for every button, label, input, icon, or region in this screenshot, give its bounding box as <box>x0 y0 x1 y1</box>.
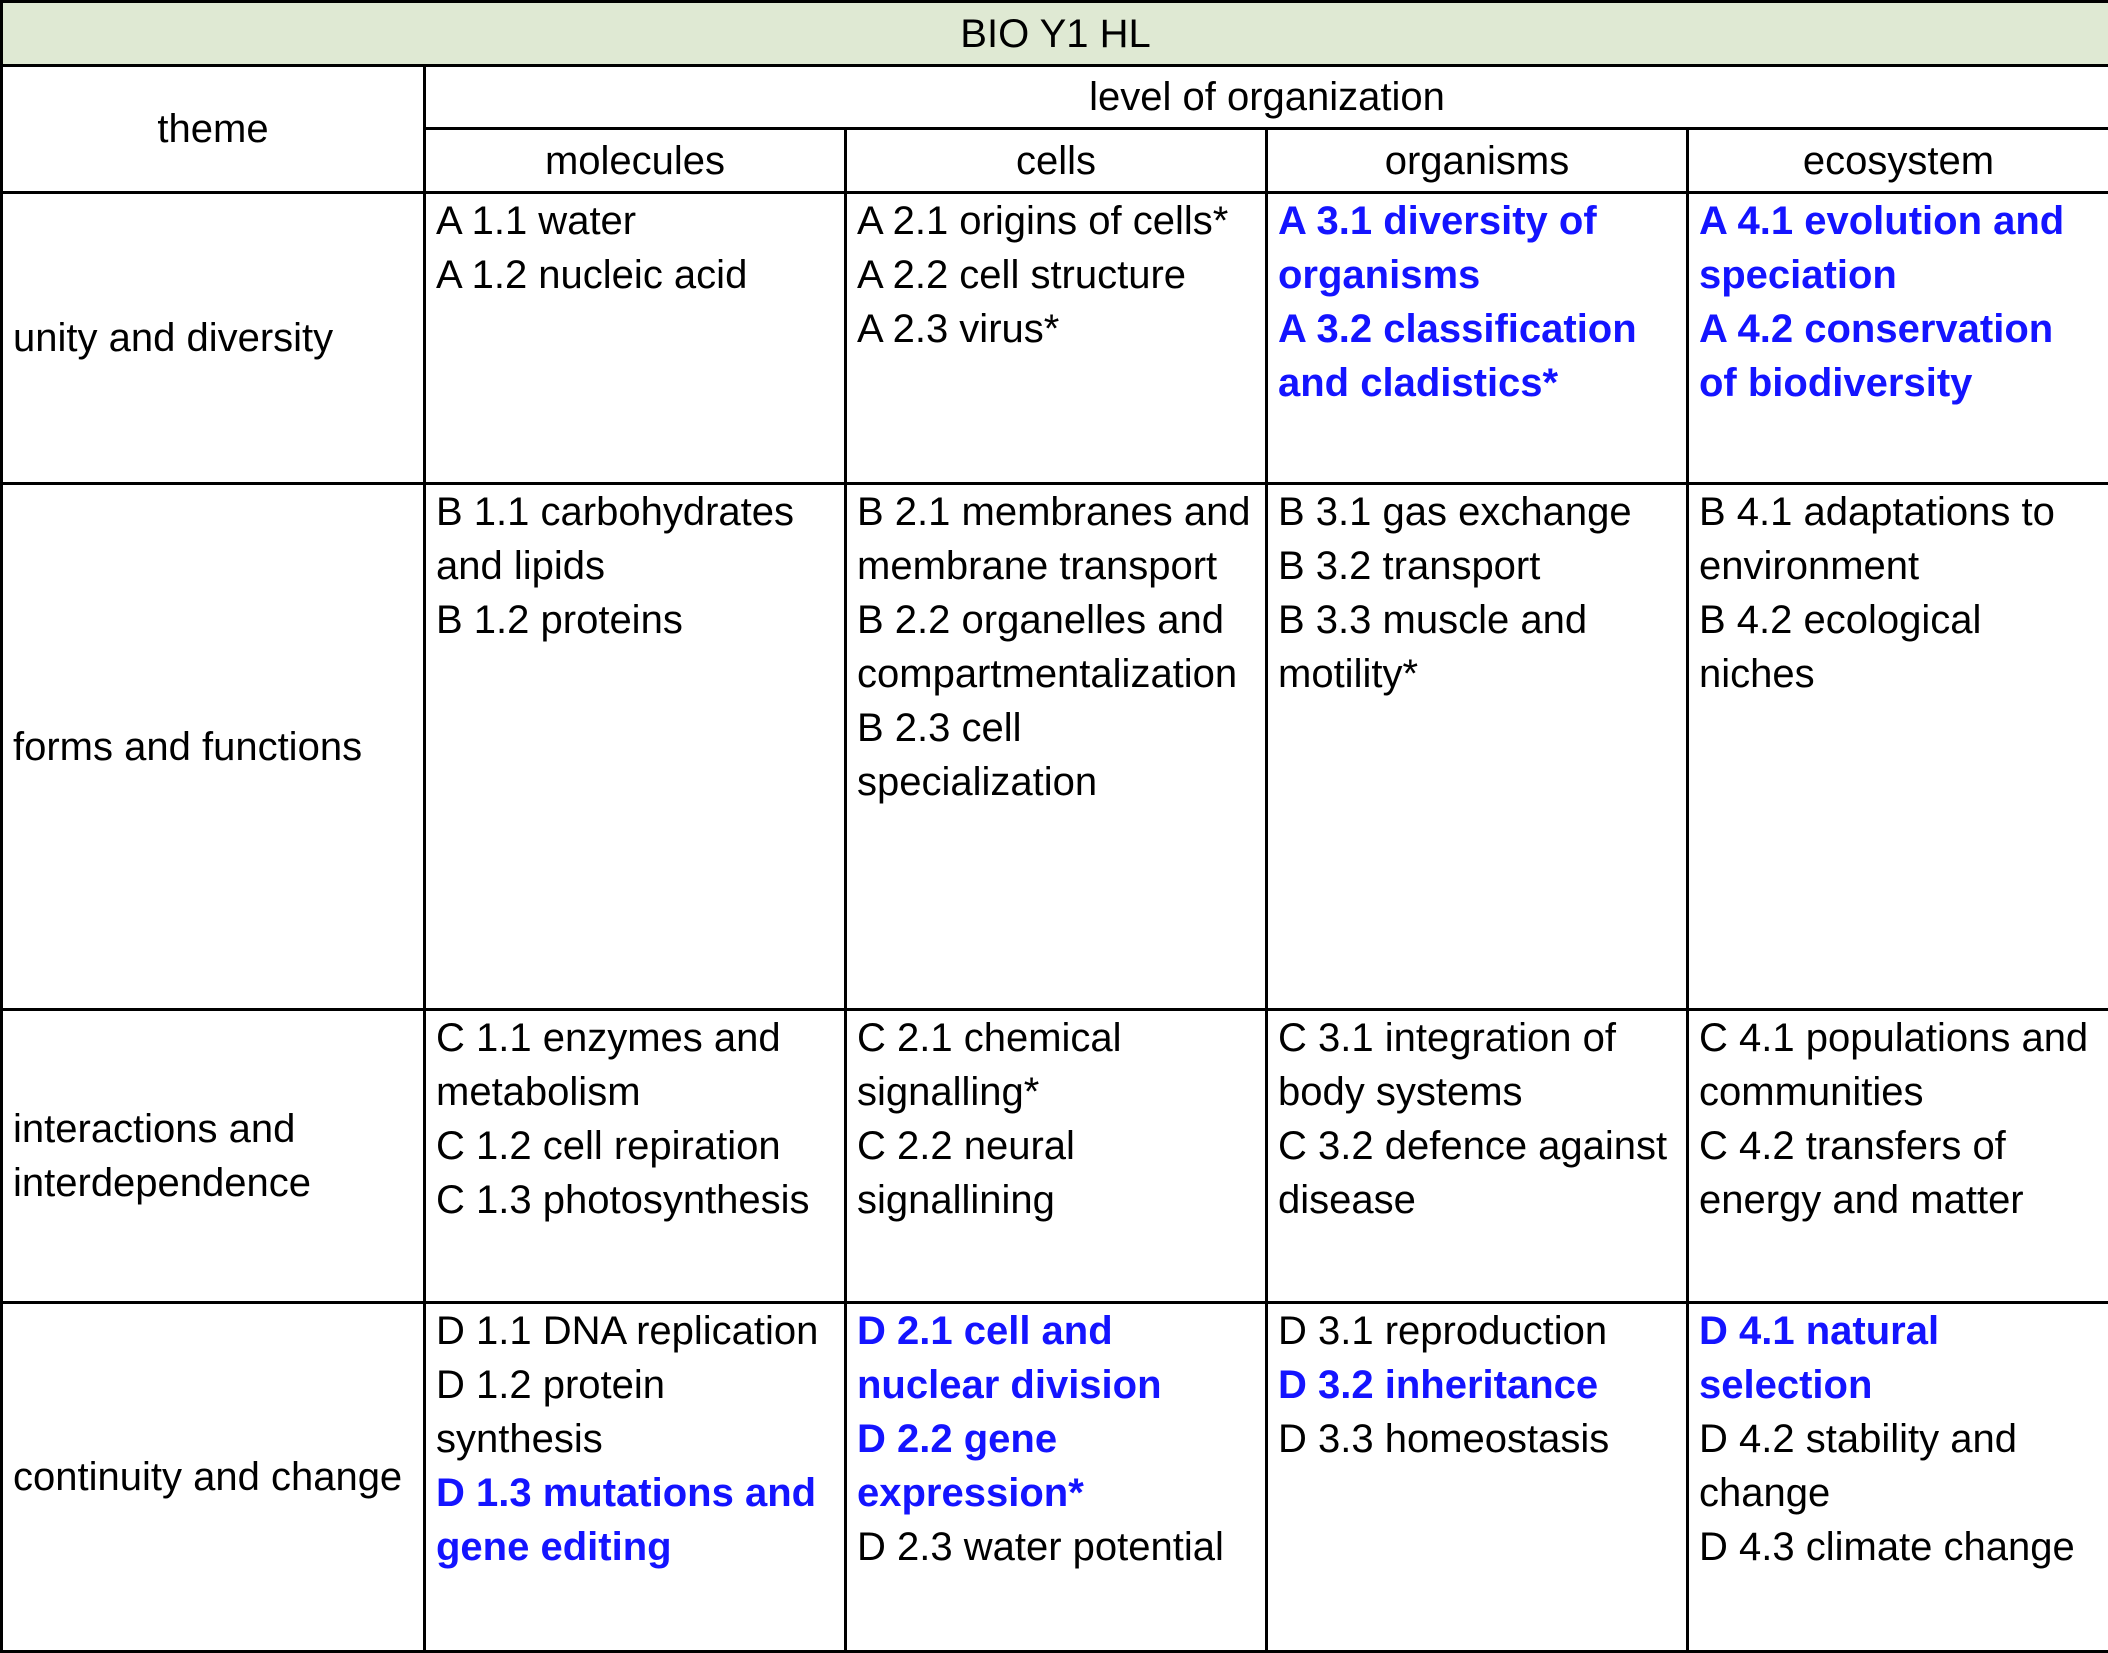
topic-item: C 2.2 neural signallining <box>857 1119 1255 1227</box>
topic-cell-molecules[interactable] <box>425 1303 846 1652</box>
topic-item-highlighted: D 2.2 gene expression* <box>857 1412 1255 1520</box>
topic-cell-organisms[interactable] <box>1267 193 1688 484</box>
topic-item: B 4.1 adaptations to environment <box>1699 485 2098 593</box>
topic-item: C 3.1 integration of body systems <box>1278 1011 1676 1119</box>
topic-cell-ecosystem[interactable] <box>1688 1010 2108 1303</box>
topic-item: A 2.1 origins of cells* <box>857 194 1255 248</box>
topic-cell-organisms[interactable] <box>1267 1303 1688 1652</box>
theme-cell[interactable]: forms and functions <box>2 484 425 1010</box>
topic-item-highlighted: D 4.1 natural selection <box>1699 1304 2098 1412</box>
topic-item: C 1.2 cell repiration <box>436 1119 834 1173</box>
topic-item: D 3.3 homeostasis <box>1278 1412 1676 1466</box>
table-row <box>2 1303 2108 1652</box>
topic-item: B 2.3 cell specialization <box>857 701 1255 809</box>
topic-cell-organisms[interactable] <box>1267 484 1688 1010</box>
theme-cell[interactable]: continuity and change <box>2 1303 425 1652</box>
topic-item: B 2.1 membranes and membrane transport <box>857 485 1255 593</box>
topic-item: B 1.2 proteins <box>436 593 834 647</box>
topic-cell-ecosystem[interactable] <box>1688 193 2108 484</box>
level-header-row <box>2 66 2108 129</box>
topic-cell-cells[interactable] <box>846 1010 1267 1303</box>
topic-cell-ecosystem[interactable] <box>1688 484 2108 1010</box>
topic-item: B 2.2 organelles and compartmentalization <box>857 593 1255 701</box>
topic-cell-molecules[interactable] <box>425 1010 846 1303</box>
topic-item: D 1.1 DNA replication <box>436 1304 834 1358</box>
topic-cell-cells[interactable] <box>846 484 1267 1010</box>
topic-cell-organisms[interactable] <box>1267 1010 1688 1303</box>
topic-item: D 3.1 reproduction <box>1278 1304 1676 1358</box>
topic-item-highlighted: A 4.2 conservation of biodiversity <box>1699 302 2098 410</box>
topic-item-highlighted: D 3.2 inheritance <box>1278 1358 1676 1412</box>
topic-item: A 1.2 nucleic acid <box>436 248 834 302</box>
table-row <box>2 193 2108 484</box>
topic-item: C 1.3 photosynthesis <box>436 1173 834 1227</box>
topic-cell-ecosystem[interactable] <box>1688 1303 2108 1652</box>
topic-item: C 4.2 transfers of energy and matter <box>1699 1119 2098 1227</box>
topic-cell-cells[interactable] <box>846 1303 1267 1652</box>
topic-item-highlighted: A 4.1 evolution and speciation <box>1699 194 2098 302</box>
topic-item: A 2.2 cell structure <box>857 248 1255 302</box>
topic-item: C 4.1 populations and communities <box>1699 1011 2098 1119</box>
topic-item: D 2.3 water potential <box>857 1520 1255 1574</box>
topic-item: D 4.2 stability and change <box>1699 1412 2098 1520</box>
topic-item: C 2.1 chemical signalling* <box>857 1011 1255 1119</box>
level-header[interactable]: level of organization <box>425 66 2108 129</box>
topic-item-highlighted: D 1.3 mutations and gene editing <box>436 1466 834 1574</box>
topic-item-highlighted: D 2.1 cell and nuclear division <box>857 1304 1255 1412</box>
table-row <box>2 484 2108 1010</box>
topic-item: A 1.1 water <box>436 194 834 248</box>
topic-item: B 3.2 transport <box>1278 539 1676 593</box>
theme-cell[interactable]: interactions and interdependence <box>2 1010 425 1303</box>
topic-item: B 3.3 muscle and motility* <box>1278 593 1676 701</box>
table-row <box>2 1010 2108 1303</box>
topic-item: B 4.2 ecological niches <box>1699 593 2098 701</box>
theme-header[interactable]: theme <box>2 66 425 193</box>
topic-cell-cells[interactable] <box>846 193 1267 484</box>
topic-item: C 1.1 enzymes and metabolism <box>436 1011 834 1119</box>
column-header-cells[interactable]: cells <box>846 129 1267 193</box>
topic-item: C 3.2 defence against disease <box>1278 1119 1676 1227</box>
topic-item-highlighted: A 3.1 diversity of organisms <box>1278 194 1676 302</box>
column-header-molecules[interactable]: molecules <box>425 129 846 193</box>
topic-cell-molecules[interactable] <box>425 484 846 1010</box>
column-header-ecosystem[interactable]: ecosystem <box>1688 129 2108 193</box>
topic-item: B 1.1 carbohydrates and lipids <box>436 485 834 593</box>
table-title[interactable]: BIO Y1 HL <box>2 2 2108 66</box>
topic-cell-molecules[interactable] <box>425 193 846 484</box>
column-header-organisms[interactable]: organisms <box>1267 129 1688 193</box>
topic-item: D 1.2 protein synthesis <box>436 1358 834 1466</box>
topic-item: D 4.3 climate change <box>1699 1520 2098 1574</box>
theme-cell[interactable]: unity and diversity <box>2 193 425 484</box>
topic-item: B 3.1 gas exchange <box>1278 485 1676 539</box>
topic-item: A 2.3 virus* <box>857 302 1255 356</box>
topic-item-highlighted: A 3.2 classification and cladistics* <box>1278 302 1676 410</box>
title-row <box>2 2 2108 66</box>
